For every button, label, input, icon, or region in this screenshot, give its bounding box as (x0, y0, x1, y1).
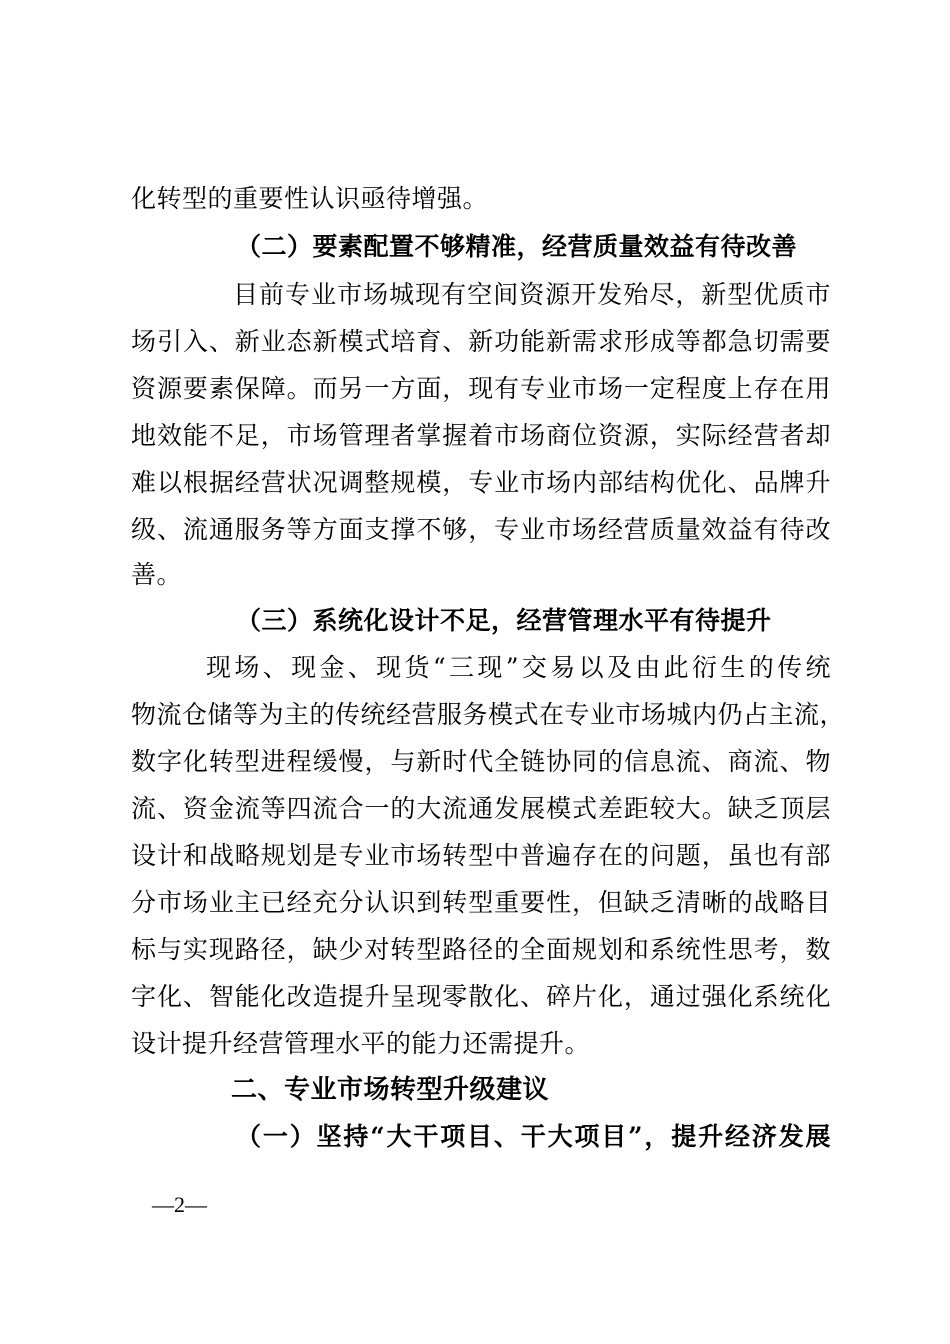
text-line: 数字化转型进程缓慢，与新时代全链协同的信息流、商流、物 (131, 747, 831, 776)
text-line: 物流仓储等为主的传统经营服务模式在专业市场城内仍占主流， (131, 700, 846, 729)
section-heading: （二）要素配置不够精准，经营质量效益有待改善 (236, 232, 798, 261)
section-heading: （三）系统化设计不足，经营管理水平有待提升 (236, 606, 772, 635)
text-line: 善。 (131, 560, 183, 589)
text-line: 分市场业主已经充分认识到转型重要性，但缺乏清晰的战略目 (131, 888, 831, 917)
text-line: 难以根据经营状况调整规模，专业市场内部结构优化、品牌升 (131, 468, 831, 497)
text-line: 设计提升经营管理水平的能力还需提升。 (131, 1029, 591, 1058)
text-line: 资源要素保障。而另一方面，现有专业市场一定程度上存在用 (131, 374, 831, 403)
text-line: 标与实现路径，缺少对转型路径的全面规划和系统性思考，数 (131, 935, 831, 964)
text-line: 地效能不足，市场管理者掌握着市场商位资源，实际经营者却 (131, 421, 831, 450)
text-line: 目前专业市场城现有空间资源开发殆尽，新型优质市 (233, 280, 831, 309)
chapter-heading: 二、专业市场转型升级建议 (231, 1075, 550, 1105)
text-line: 字化、智能化改造提升呈现零散化、碎片化，通过强化系统化 (131, 982, 831, 1011)
section-heading: （一）坚持“大干项目、干大项目”，提升经济发展 (236, 1122, 831, 1151)
text-line: 场引入、新业态新模式培育、新功能新需求形成等都急切需要 (131, 327, 831, 356)
page-number: —2— (152, 1192, 207, 1217)
text-line: 级、流通服务等方面支撑不够，专业市场经营质量效益有待改 (131, 515, 831, 544)
text-line: 现场、现金、现货“三现”交易以及由此衍生的传统 (206, 653, 831, 682)
text-line: 流、资金流等四流合一的大流通发展模式差距较大。缺乏顶层 (131, 794, 831, 823)
text-line: 化转型的重要性认识亟待增强。 (131, 184, 489, 213)
text-line: 设计和战略规划是专业市场转型中普遍存在的问题，虽也有部 (131, 841, 831, 870)
